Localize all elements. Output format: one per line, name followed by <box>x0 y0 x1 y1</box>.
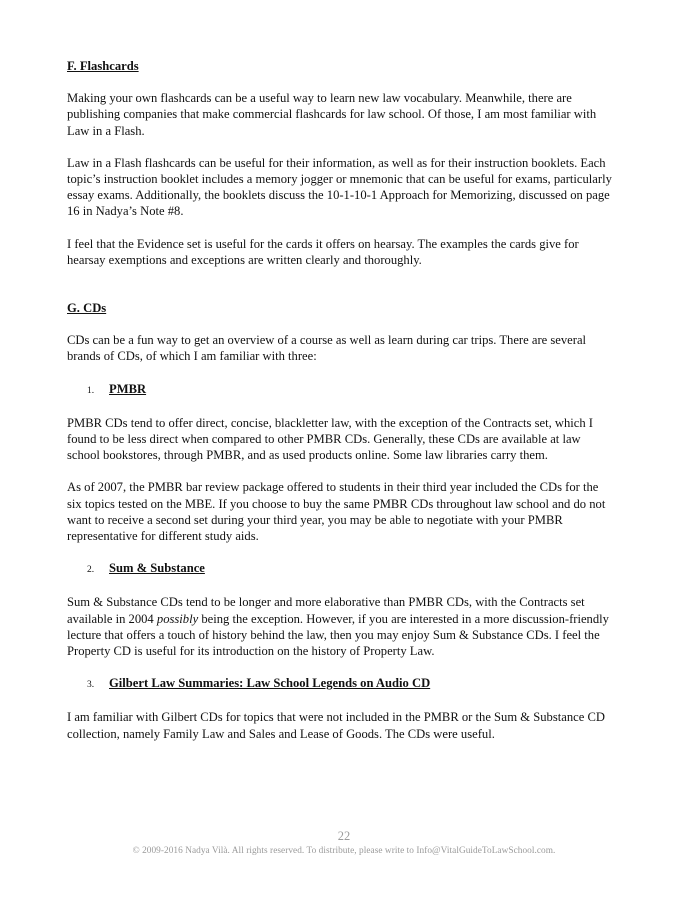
flashcards-paragraph-3: I feel that the Evidence set is useful for the cards it offers on hearsay. The examples the cards give for hearsay exemptions and exceptions are written clearly and thoroughly. <box>67 236 579 267</box>
list-item-title: Gilbert Law Summaries: Law School Legends on Audio CD <box>109 676 431 691</box>
text-run: being the exception. However, if you are interested in a more discussion-friendly lecture that offers a touch of history behind the law, then you may enjoy Sum & Substance CDs. I feel the Property CD is useful for its introduction on the history of Property Law. <box>67 611 609 659</box>
list-item-title: Sum & Substance <box>109 561 205 576</box>
section-heading-flashcards: F. Flashcards <box>67 59 139 73</box>
list-item-sum-substance <box>87 560 615 578</box>
text-run: Sum & Substance CDs tend to be longer and more elaborative than PMBR CDs, with the Contracts set available in 2004 <box>67 595 585 626</box>
list-item-pmbr <box>87 381 615 399</box>
emphasis-text: possibly <box>156 611 199 626</box>
list-number: 1. <box>87 385 95 396</box>
list-item-gilbert <box>87 675 615 693</box>
sum-substance-paragraph <box>67 594 615 659</box>
list-number: 2. <box>87 565 95 576</box>
gilbert-paragraph: I am familiar with Gilbert CDs for topics that were not included in the PMBR or the Sum & Substance CD collection, namely Family Law and Sales and Lease of Goods. The CDs were useful. <box>67 710 605 741</box>
section-heading-cds: G. CDs <box>67 301 107 316</box>
pmbr-paragraph-1: PMBR CDs tend to offer direct, concise, blackletter law, with the exception of the Contracts set, which I found to be less direct when compared to other PMBR CDs. Generally, these CDs are available at law school bookstores, through PMBR, and as used products online. Some law libraries carry them. <box>67 415 594 463</box>
cds-intro-paragraph: CDs can be a fun way to get an overview of a course as well as learn during car trips. There are several brands of CDs, of which I am familiar with three: <box>67 333 587 364</box>
list-item-title: PMBR <box>109 381 147 396</box>
flashcards-paragraph-2: Law in a Flash flashcards can be useful for their information, as well as for their instruction booklets. Each topic’s instruction booklet includes a memory jogger or mnemonic that can be useful for exams, particularly essay exams. Additionally, the booklets discuss the 10-1-10-1 Approach for Memorizing, discussed on page 16 in Nadya’s Note #8. <box>67 155 612 219</box>
flashcards-paragraph-1: Making your own flashcards can be a useful way to learn new law vocabulary. Meanwhile, there are publishing companies that make commercial flashcards for law school. Of those, I am most familiar with Law in a Flash. <box>67 91 597 138</box>
pmbr-paragraph-2: As of 2007, the PMBR bar review package offered to students in their third year included the CDs for the six topics tested on the MBE. If you choose to buy the same PMBR CDs throughout law school and do not want to receive a second set during your third year, you may be able to negotiate with your PMBR representative for different study aids. <box>67 480 606 544</box>
copyright-notice: © 2009-2016 Nadya Vilà. All rights reserved. To distribute, please write to Info@VitalGuideToLawSchool.com. <box>132 846 556 856</box>
document-body <box>67 58 615 742</box>
page-number: 22 <box>337 829 351 843</box>
list-number: 3. <box>87 680 95 691</box>
